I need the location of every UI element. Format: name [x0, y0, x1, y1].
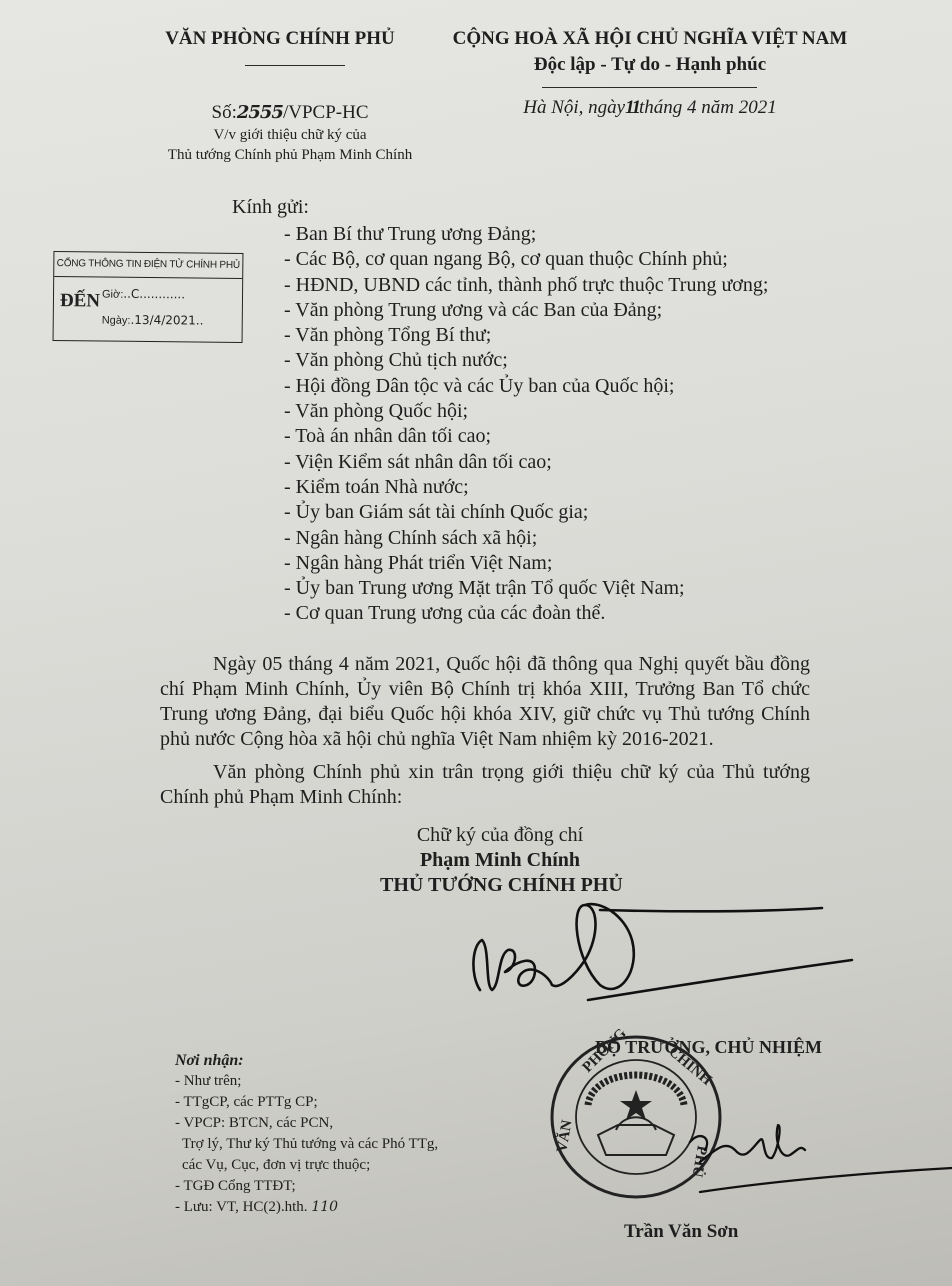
recipient-item: - Ủy ban Giám sát tài chính Quốc gia; [284, 501, 589, 524]
recipient-item: - Văn phòng Quốc hội; [284, 400, 469, 423]
stamp-time-label: Giờ: [101, 288, 124, 301]
greeting: Kính gửi: [232, 196, 309, 218]
stamp-label-den: ĐẾN [59, 290, 101, 312]
recipient-item: - Toà án nhân dân tối cao; [284, 425, 492, 448]
recipient-item: - Ủy ban Trung ương Mặt trận Tổ quốc Việt Nam; [284, 577, 685, 600]
recipient-item: - Các Bộ, cơ quan ngang Bộ, cơ quan thuộc Chính phủ; [284, 248, 728, 271]
svg-text:CHÍNH: CHÍNH [665, 1043, 715, 1089]
body-paragraph-2-text: Văn phòng Chính phủ xin trân trọng giới thiệu chữ ký của Thủ tướng Chính phủ Phạm Minh Chính: [160, 761, 810, 808]
signature-title: THỦ TƯỚNG CHÍNH PHỦ [380, 874, 623, 896]
recipient-item: - Kiểm toán Nhà nước; [284, 475, 469, 498]
distribution-item: - TTgCP, các PTTg CP; [175, 1094, 318, 1110]
place-date-prefix: Hà Nội, ngày [523, 97, 626, 118]
distribution-handwritten-count: 110 [311, 1199, 339, 1215]
signer-title: BỘ TRƯỞNG, CHỦ NHIỆM [595, 1037, 823, 1057]
recipient-item: - Ngân hàng Chính sách xã hội; [284, 526, 538, 549]
stamp-date-label: Ngày: [101, 314, 131, 327]
stamp-time-value: ..C............ [123, 286, 186, 302]
stamp-header: CỔNG THÔNG TIN ĐIỆN TỬ CHÍNH PHỦ [54, 252, 242, 279]
distribution-item: các Vụ, Cục, đơn vị trực thuộc; [182, 1157, 371, 1173]
recipient-item: - Viện Kiểm sát nhân dân tối cao; [284, 450, 552, 473]
nation-title: CỘNG HOÀ XÃ HỘI CHỦ NGHĨA VIỆT NAM [452, 28, 848, 49]
distribution-title: Nơi nhận: [175, 1052, 244, 1069]
distribution-item: - VPCP: BTCN, các PCN, [175, 1115, 334, 1131]
distribution-item: Trợ lý, Thư ký Thủ tướng và các Phó TTg, [182, 1136, 439, 1152]
body-paragraph-1-text: Ngày 05 tháng 4 năm 2021, Quốc hội đã thông qua Nghị quyết bầu đồng chí Phạm Minh Chính, Ủy viên Bộ Chính trị khóa XIII, Trưởng Ban Tổ chức Trung ương Đảng, đại biểu Quốc hội khóa XIV, giữ chức vụ Thủ tướng Chính phủ nước Cộng hòa xã hội chủ nghĩa Việt Nam nhiệm kỳ 2016-2021. [160, 653, 810, 750]
distribution-item-text: - Lưu: VT, HC(2).hth. [175, 1199, 308, 1215]
distribution-item: - TGĐ Cổng TTĐT; [175, 1178, 296, 1194]
document-number-prefix: Số: [211, 102, 237, 123]
place-date-day-handwritten: 11 [625, 97, 640, 118]
recipient-item: - Văn phòng Trung ương và các Ban của Đảng; [284, 298, 663, 321]
signature-caption: Chữ ký của đồng chí [416, 824, 584, 846]
distribution-item: - Như trên; [175, 1073, 242, 1089]
document-number-handwritten: 2555 [236, 102, 283, 123]
signature-name: Phạm Minh Chính [419, 849, 581, 871]
subject-line-1: V/v giới thiệu chữ ký của [213, 127, 367, 143]
recipient-item: - Ngân hàng Phát triển Việt Nam; [284, 551, 553, 574]
recipient-item: - Văn phòng Tổng Bí thư; [284, 324, 492, 347]
stamp-date-value: .13/4/2021.. [130, 312, 204, 328]
recipient-item: - Ban Bí thư Trung ương Đảng; [284, 223, 537, 245]
national-motto: Độc lập - Tự do - Hạnh phúc [533, 54, 767, 75]
svg-text:PHÒNG: PHÒNG [579, 1025, 630, 1076]
issuing-organization: VĂN PHÒNG CHÍNH PHỦ [165, 28, 395, 49]
recipient-item: - Văn phòng Chủ tịch nước; [284, 349, 508, 372]
recipient-item: - Hội đồng Dân tộc và các Ủy ban của Quốc hội; [284, 374, 675, 397]
svg-text:PHỦ: PHỦ [688, 1144, 710, 1179]
subject-line-2: Thủ tướng Chính phủ Phạm Minh Chính [167, 147, 413, 163]
recipient-item: - HĐND, UBND các tỉnh, thành phố trực thuộc Trung ương; [284, 273, 769, 296]
signer-name: Trần Văn Sơn [624, 1221, 739, 1242]
svg-text:VĂN: VĂN [554, 1118, 576, 1154]
place-date-suffix: tháng 4 năm 2021 [639, 97, 777, 118]
document-number-suffix: /VPCP-HC [282, 102, 369, 123]
recipient-item: - Cơ quan Trung ương của các đoàn thể. [284, 602, 606, 625]
